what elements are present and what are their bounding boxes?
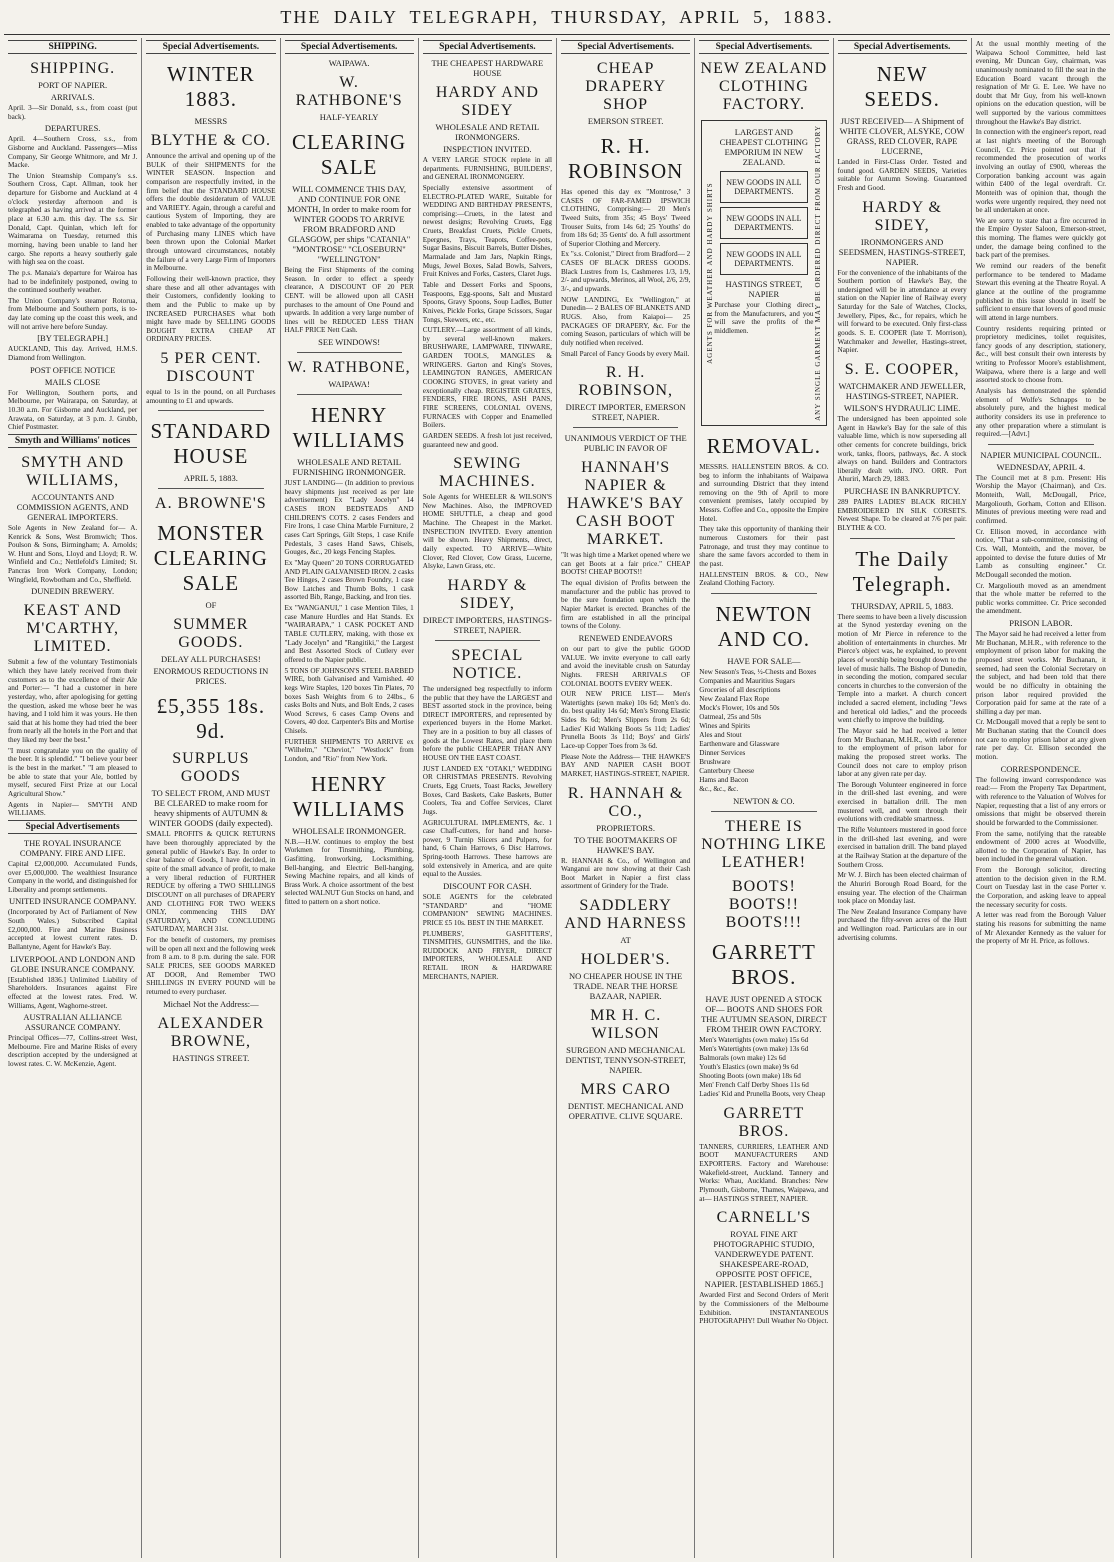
list-item: Mock's Flower, 10s and 50s xyxy=(699,703,780,712)
list-item: Groceries of all descriptions xyxy=(699,685,781,694)
ad-heading: SADDLERY AND HARNESS xyxy=(564,897,687,933)
body-text: Awarded First and Second Orders of Merit by the Commissioners of the Melbourne Exhibition. INSTANTANEOUS PHOTOGRAPHY! Dull Weather No Object. xyxy=(699,1291,829,1326)
subheading: ENORMOUS REDUCTIONS IN PRICES. xyxy=(153,666,269,687)
list-item: New Zealand Flax Rope xyxy=(699,694,770,703)
section-header: Smyth and Williams' notices xyxy=(8,434,137,448)
subheading: HAVE FOR SALE— xyxy=(727,655,801,666)
ad-heading: BOOTS! BOOTS!! BOOTS!!! xyxy=(725,877,803,931)
subheading: ACCOUNTANTS AND COMMISSION AGENTS, AND GENERAL IMPORTERS. xyxy=(16,491,129,522)
subheading: DUNEDIN BREWERY. xyxy=(31,586,115,597)
section-header: Special Advertisements xyxy=(8,820,137,834)
body-text: We are sorry to state that a fire occurred in the Empire Oyster Saloon, Emerson-street, this morning. The flames were quickly got under, the damage being confined to the back part of the premises. xyxy=(975,216,1106,260)
subheading: DIRECT IMPORTER, EMERSON STREET, NAPIER. xyxy=(565,402,686,423)
display-heading: £5,355 18s. 9d. xyxy=(156,694,266,744)
price-list xyxy=(699,1036,828,1099)
display-heading: GARRETT BROS. xyxy=(711,939,816,989)
subheading: DENTIST. MECHANICAL AND OPERATIVE. CLIVE SQUARE. xyxy=(567,1101,684,1122)
body-text: (Incorporated by Act of Parliament of New South Wales.) Subscribed Capital £2,000,000. Fire and Marine Business accepted at lowest current rates. D. Ballantyne, Agent for Hawke's Bay. xyxy=(8,908,138,951)
ad-heading: 5 PER CENT. DISCOUNT xyxy=(160,350,262,386)
display-heading: STANDARD HOUSE xyxy=(150,419,272,469)
subheading: WHOLESALE IRONMONGER. xyxy=(292,825,407,836)
body-text: TANNERS, CURRIERS, LEATHER AND BOOT MANUFACTURERS AND EXPORTERS. Factory and Warehouse: Wakefield-street, Auckland. Tannery and Works: Whau, Auckland. Branches: New Plymouth, Gisborne, Thames, Waipawa, and at— HASTINGS STREET, NAPIER. xyxy=(699,1142,829,1203)
subheading: WATCHMAKER AND JEWELLER, HASTINGS-STREET, NAPIER. xyxy=(838,380,966,401)
display-heading: MONSTER CLEARING SALE xyxy=(153,521,268,596)
body-text: The p.s. Manaia's departure for Wairoa has had to be indefinitely postponed, owing to the continued southerly weather. xyxy=(8,268,138,295)
list-item: Men' French Calf Derby Shoes 11s 6d xyxy=(699,1080,809,1089)
ad-heading: SURPLUS GOODS xyxy=(172,750,250,786)
body-text: Specially extensive assortment of ELECTRO-PLATED WARE, Suitable for WEDDING AND BIRTHDAY PRESENTS, comprising:—Cruets, in the latest and newest designs; Revolving Cruets, Egg Cruets, Breakfast Cruets, Pickle Cruets, Epergnes, Trays, Teapots, Coffee-pots, Sugar Basins, Biscuit Barrels, Butter Dishes, Marmalade and Jam Jars, Napkin Rings, Mugs, Jewel Boxes, Salad Bowls, Salvers, Fruit Knives and Forks, Casters, Claret Jugs. xyxy=(422,183,552,279)
ad-heading: KEAST AND M'CARTHY, LIMITED. xyxy=(23,602,122,656)
column-header: Special Advertisements. xyxy=(699,40,828,54)
body-text: April. 4—Southern Cross, s.s., from Gisborne and Auckland. Passengers—Miss Company, Sir George Whitmore, and Mr J. Macke. xyxy=(8,135,138,170)
list-item: Men's Watertights (own make) 15s 6d xyxy=(699,1035,809,1044)
body-text: Table and Dessert Forks and Spoons, Teaspoons, Egg-spoons, Salt and Mustard Spoons, Gravy Spoons, Soup Ladles, Butter Knives, Pickle Forks, Grape Scissors, Sugar Tongs, Skewers, etc., etc. xyxy=(422,280,552,324)
subheading: POST OFFICE NOTICE xyxy=(29,364,116,375)
subheading: PROPRIETORS. xyxy=(596,822,655,833)
subheading: SURGEON AND MECHANICAL DENTIST, TENNYSON-STREET, NAPIER. xyxy=(565,1045,686,1076)
display-heading: REMOVAL. xyxy=(706,433,822,458)
body-text: NOW LANDING, Ex "Wellington," at Dunedin— 2 BALES OF BLANKETS AND RUGS. Also, from Kaiapoi— 25 PACKAGES OF DRAPERY, &c. For the coming Season, particulars of which will be duly notified when received. xyxy=(561,295,691,347)
side-caption-left: AGENTS FOR WEATHER AND HARDY SHIRTS xyxy=(706,182,715,364)
display-heading: HENRY WILLIAMS xyxy=(292,403,406,453)
subheading: HALF-YEARLY xyxy=(319,112,379,122)
subheading: NEWTON & CO. xyxy=(733,795,795,806)
divider xyxy=(158,410,263,411)
subheading: DIRECT IMPORTERS, HASTINGS-STREET, NAPIER. xyxy=(422,614,552,635)
list-item: Companies and Mauritius Sugars xyxy=(699,676,795,685)
subheading: EMERSON STREET. xyxy=(587,116,664,126)
body-text: JUST LANDING— (In addition to previous heavy shipments just received as per late advertisement) Ex "Lady Jocelyn" 14 CASES IRON BEDSTEADS AND CHILDREN'S COTS. 2 cases Fenders and Fire Irons, 1 case China Marble Furniture, 2 cases Cart Springs, Gilt Steps, 1 case Knife Pedestals, 3 cases Hand Saws, Chisels, Gouges, &c., 20 kegs Fencing Staples. xyxy=(284,479,414,557)
subheading: Michael Not the Address:— xyxy=(163,998,259,1009)
body-text: Sole Agents for WHEELER & WILSON'S New Machines. Also, the IMPROVED HOME SHUTTLE, a cheap and good Machine. The Cheapest in the Market. INSPECTION INVITED. Every attention will be shown. Heavy Shipments, direct, daily expected. TO ARRIVE—White Clover, Red Clover, Cow Grass, Lucerne, Alsyke, Lawn Grass, etc. xyxy=(422,493,552,571)
column-2 xyxy=(142,38,280,1558)
body-text: At the usual monthly meeting of the Waipawa School Committee, held last evening, Mr Duncan Guy, chairman, was unanimously nominated to fill the seat in the Education Board vacant through the resignation of Mr G. E. Lee. We have no doubt that Mr Guy, from his well-known opinions on the education question, will be well supported by the various committees throughout the Hawke's Bay district. xyxy=(975,40,1106,126)
box-item: NEW GOODS IN ALL DEPARTMENTS. xyxy=(720,171,807,203)
body-text: AUCKLAND, This day. Arrived, H.M.S. Diamond from Wellington. xyxy=(8,345,138,363)
body-text: Analysis has demonstrated the splendid element of Wolfe's Schnapps to be absolutely pure, and the highest medical authority considers its use in preference to any other preparation where a stimulant is required.—[Advt.] xyxy=(975,386,1106,439)
side-caption-right: ANY SINGLE GARMENT MAY BE ORDERED DIRECT FROM OUR FACTORY xyxy=(813,125,822,421)
subheading: MAILS CLOSE xyxy=(44,376,101,387)
body-text: Mr W. J. Birch has been elected chairman of the Ahuriri Borough Road Board, for the ensuing year. The election of the Chairman took place on Monday last. xyxy=(837,871,967,906)
list-item: Dinner Services xyxy=(699,748,746,757)
list-item: Youth's Elastics (own make) 9s 6d xyxy=(699,1062,799,1071)
body-text: 289 PAIRS LADIES' BLACK RICHLY EMBROIDERED IN SILK CORSETS. Newest Shape. To be cleared at 7/6 per pair. BLYTHE & CO. xyxy=(837,498,967,533)
subheading: OF xyxy=(205,600,217,611)
body-text: Sole Agents in New Zealand for— A. Kenrick & Sons, West Bromwich; Thos. Poulson & Sons, Birmingham; A. Arnolds; W. Hunt and Sons, Lloyd and Lloyd; R. W. Winfield and Co.; Nettlefold's Limited; St. Pancras Iron Work Company, London; Wingfield, Rowbotham and Co., Sheffield. xyxy=(8,523,138,584)
column-header: Special Advertisements. xyxy=(561,40,690,54)
boxed-advertisement xyxy=(701,120,826,426)
ad-heading: HARDY & SIDEY, xyxy=(862,198,942,234)
column-header: Special Advertisements. xyxy=(838,40,967,54)
display-heading: CLEARING SALE xyxy=(292,130,407,179)
subheading: AUSTRALIAN ALLIANCE ASSURANCE COMPANY. xyxy=(23,1012,122,1033)
body-text: FURTHER SHIPMENTS TO ARRIVE ex "Wilhelm," "Cheviot," "Westlock" from London, and "Rio" from New York. xyxy=(284,737,414,763)
box-footer: HASTINGS STREET, NAPIER xyxy=(725,279,803,299)
ad-heading: ALEXANDER BROWNE, xyxy=(157,1014,265,1050)
display-heading: NEWTON AND CO. xyxy=(715,601,813,651)
body-text: There seems to have been a lively discussion at the Synod yesterday evening on the motion of Mr Pierce in reference to the abolition of entertainments in churches. Mr Pierce's object was, he explained, to prevent places of worship being brought down to the level of music halls. The Bishop of Dunedin, in seconding the motion, compared secular concerts in churches to the conversion of the Temple into a market. A church concert included a sacred element, including "Jews and heretical old ladies," and the proceeds went chiefly to improve the building. xyxy=(837,612,967,725)
body-text: CUTLERY.—Large assortment of all kinds, by several well-known makers. BRUSHWARE, LAMPWARE, TINWARE, GARDEN TOOLS, MANGLES & WRINGERS. Garton and King's Stoves, LEAMINGTON RANGES, AMERICAN COOKING STOVES, in great variety and exceptionally cheap. REGISTER GRATES, FENDERS, FIRE IRONS, ASH PANS, FIRE SCREENS, COLONIAL OVENS, FURNACES with Copper and Enamelled Boilers. xyxy=(422,326,552,430)
ad-heading: R. HANNAH & CO., xyxy=(567,784,684,820)
subheading: NAPIER MUNICIPAL COUNCIL. xyxy=(980,449,1102,460)
list-item: Brushware xyxy=(699,757,731,766)
subheading: WAIPAWA! xyxy=(328,379,370,390)
subheading: PORT OF NAPIER. xyxy=(38,80,108,90)
columns xyxy=(4,38,1110,1558)
list-item: &c., &c., &c. xyxy=(699,784,739,793)
subheading: WHOLESALE AND RETAIL IRONMONGERS. xyxy=(435,122,540,142)
body-text: Being the First Shipments of the coming Season. In order to effect a speedy clearance, A DISCOUNT OF 20 PER CENT. will be allowed upon all CASH purchases to the amount of One Pound and upwards. In addition a very large number of lines will be REDUCED LESS THAN HALF PRICE Nett Cash. xyxy=(284,266,414,335)
body-text: In connection with the engineer's report, read at last night's meeting of the Borough Council, Cr. Price pointed out that if recommended the prosecution of works involving an outlay of £900, whereas the Corporation banking account was again within £400 of the legal overdraft. Cr. Monteith was of opinion that, though the works were urgently required, they need not be all undertaken at once. xyxy=(975,128,1106,215)
ad-heading: SPECIAL NOTICE. xyxy=(451,646,524,682)
ad-heading: BLYTHE & CO. xyxy=(150,132,271,149)
body-text: The New Zealand Insurance Company have purchased the fifty-seven acres of the Hutt and Wellington road. Particulars are in our advertising columns. xyxy=(837,907,967,942)
display-heading: WINTER 1883. xyxy=(167,62,255,111)
ad-heading: CARNELL'S xyxy=(716,1209,812,1227)
body-text: Ex "May Queen" 20 TONS CORRUGATED AND PLAIN GALVANISED IRON. 2 casks Tee Hinges, 2 cases Brown Foundry, 1 case Bow Latches and Thumb Bolts, 1 cask assorted Bib, Range, Backing, and Iron ties. xyxy=(284,558,414,602)
list-item: Canterbury Cheese xyxy=(699,766,755,775)
body-text: Landed in First-Class Order. Tested and found good. GARDEN SEEDS, Varieties suitable for Autumn Sowing. Guaranteed Fresh and Good. xyxy=(837,158,967,192)
subheading: UNANIMOUS VERDICT OF THE PUBLIC IN FAVOR OF xyxy=(564,433,687,454)
subheading: AT xyxy=(620,935,631,946)
body-text: [Established 1836.] Unlimited Liability of Shareholders. Insurances against Fire effected at the lowest rates. Fred. W. Williams, Agent, Waghorne-street. xyxy=(8,975,138,1010)
body-text: Cr. McDougall moved that a reply be sent to Mr Buchanan stating that the Council does not care to employ prison labor at any given rate per day. Cr. Ellison seconded the motion. xyxy=(975,718,1106,762)
list-item: Ales and Stout xyxy=(699,730,742,739)
body-text: The following inward correspondence was read:— From the Property Tax Department, with reference to the Valuation of Wolves for Napier, requesting that a list of any errors or omissions that might be observed therein should be forwarded to the Commissioner. xyxy=(975,775,1106,827)
body-text: They take this opportunity of thanking their numerous Customers for their past Patronage, and trust they may continue to share the same favors accorded to them in the past. xyxy=(699,525,829,568)
body-text: Please Note the Address— THE HAWKE'S BAY AND NAPIER CASH BOOT MARKET, HASTINGS-STREET, NAPIER. xyxy=(561,752,691,778)
subheading: NO CHEAPER HOUSE IN THE TRADE. NEAR THE HORSE BAZAAR, NAPIER. xyxy=(569,971,683,1002)
subheading: LIVERPOOL AND LONDON AND GLOBE INSURANCE COMPANY. xyxy=(10,953,136,974)
list-item: Men's Watertights (own make) 13s 6d xyxy=(699,1044,809,1053)
column-header: Special Advertisements. xyxy=(423,40,552,54)
divider xyxy=(711,811,816,812)
subheading: WEDNESDAY, APRIL 4. xyxy=(996,461,1086,472)
body-text: 5 TONS OF JOHNSON'S STEEL BARBED WIRE, both Galvanised and Varnished. 40 kegs Wire Staples, 120 boxes Tin Plates, 70 boxes Sash Weights from 6 to 24lbs., 6 casks Bolts and Nuts, and Bolt Ends, 2 cases Wood Screws, 6 cases Camp Ovens and Covers, 40 doz. Carpenter's Bits and Mortise Chisels. xyxy=(284,666,414,736)
list-item: Earthenware and Glassware xyxy=(699,739,780,748)
subheading: DISCOUNT FOR CASH. xyxy=(443,881,532,891)
body-text: The undersigned beg respectfully to inform the public that they have the LARGEST and BEST assorted stock in the province, being DIRECT IMPORTERS, and represented by experienced buyers in the Home Market. They are in a position to buy all classes of goods at the Lowest Rates, and place them before the public CHEAPER THAN ANY HOUSE ON THE EAST COAST. xyxy=(422,684,552,763)
ad-heading: SUMMER GOODS. xyxy=(173,616,249,652)
body-text: on our part to give the public GOOD VALUE. We invite everyone to call early and avoid the inevitable crush on Saturday Nights. FRESH ARRIVALS OF COLONIAL BOOTS EVERY WEEK. xyxy=(561,644,691,688)
subheading: UNITED INSURANCE COMPANY. xyxy=(8,896,137,907)
body-text: April. 3—Sir Donald, s.s., from coast (put back). xyxy=(8,104,138,121)
divider xyxy=(297,352,402,353)
body-text: Cr. Margoliouth moved as an amendment that the whole matter be referred to the public works committee. Cr. Price seconded the amendment. xyxy=(975,581,1106,616)
list-item: Balmorals (own make) 12s 6d xyxy=(699,1053,786,1062)
column-7 xyxy=(834,38,972,1558)
body-text: GARDEN SEEDS. A fresh lot just received, guaranteed new and good. xyxy=(422,431,552,449)
column-header: Special Advertisements. xyxy=(285,40,414,54)
body-text: Principal Offices—77, Collins-street West, Melbourne. Fire and Marine Risks of every description accepted by the undersigned at lowest rates. C. W. McKenzie, Agent. xyxy=(8,1034,138,1069)
ad-heading: W. RATHBONE'S xyxy=(295,74,403,109)
subheading: JUST RECEIVED— A Shipment of WHITE CLOVER, ALSYKE, COW GRASS, RED CLOVER, RAPE LUCERNE, xyxy=(839,116,965,156)
subheading: SEE WINDOWS! xyxy=(318,337,381,348)
subheading: APRIL 5, 1883. xyxy=(183,473,238,484)
list-item: Wines and Spirits xyxy=(699,721,751,730)
column-header: SHIPPING. xyxy=(8,40,137,54)
body-text: The undersigned has been appointed sole Agent in Hawke's Bay for the sale of this valuable lime, which is now superseding all other cements for concrete buildings, brick work, tanks, floors, pathways, &c. A stock always on hand. Builders and Contractors liberally dealt with. JNO. ORR. Port Ahuriri, March 29, 1883. xyxy=(837,414,967,484)
body-text: "It was high time a Market opened where we can get Boots at a fair price." CHEAP BOOTS! CHEAP BOOTS!! xyxy=(561,551,691,577)
subheading: WAIPAWA. xyxy=(328,58,370,68)
subheading: [BY TELEGRAPH.] xyxy=(37,333,109,344)
body-text: From the same, notifying that the rateable endowment of 2000 acres at Woodville, allotted to the Corporation of Napier, has been included in the general valuation. xyxy=(975,829,1106,864)
column-8 xyxy=(972,38,1110,1558)
display-heading: HENRY WILLIAMS xyxy=(292,771,406,821)
column-header: Special Advertisements. xyxy=(146,40,275,54)
subheading: TO THE BOOTMAKERS OF HAWKE'S BAY. xyxy=(573,834,678,855)
subheading: PRISON LABOR. xyxy=(1009,618,1073,629)
body-text: equal to 1s in the pound, on all Purchases amounting to £1 and upwards. xyxy=(146,388,276,405)
subheading: IRONMONGERS AND SEEDSMEN, HASTINGS-STREET, NAPIER. xyxy=(838,236,966,267)
body-text: Announce the arrival and opening up of the BULK of their SHIPMENTS for the WINTER SEASON. Inspection and comparison are respectfully invited, in the firm belief that the STANDARD HOUSE offers the double desideratum of VALUE and VARIETY. Again, through a careful and cautious System of Importing, they are enabled to take advantage of the opportunity of Purchasing many LINES which have been thrown upon the Colonial Market through untoward circumstances, notably the failure of a very Large Firm of Importers in Melbourne. xyxy=(146,152,276,273)
body-text: JUST LANDED EX "OTAKI," WEDDING OR CHRISTMAS PRESENTS. Revolving Cruets, Egg Cruets, Toast Racks, Jewellery Boxes, Card Baskets, Cake Baskets, Butter Coolers, Tea and Coffee Services, Claret Jugs. xyxy=(422,764,552,816)
body-text: PLUMBERS', GASFITTERS', TINSMITHS, GUNSMITHS, and the like. RUDDOCK AND FRYER, DIRECT IMPORTERS, WHOLESALE AND RETAIL IRON & HARDWARE MERCHANTS, NAPIER. xyxy=(422,929,552,981)
body-text: For the convenience of the inhabitants of the Southern portion of Hawke's Bay, the undersigned will be in attendance at every station on the Napier line of Railway every Saturday for the Sale of Watches, Clocks, Jewellery, Pipes, &c., for repairs, which he will forward to be executed. Only first-class goods. S. E. COOPER (late T. Morrison), Watchmaker and Jeweller, Hastings-street, Napier. xyxy=(837,268,967,355)
box-title: LARGEST AND CHEAPEST CLOTHING EMPORIUM IN NEW ZEALAND. xyxy=(719,127,809,167)
body-text: The Council met at 8 p.m. Present: His Worship the Mayor (Chairman), and Crs. Monteith, Wall, McDougall, Price, Margoliouth, Gorham, Cotton and Ellison. Minutes of previous meeting were read and confirmed. xyxy=(975,473,1106,526)
subheading: WILSON'S HYDRAULIC LIME. xyxy=(843,402,961,413)
ad-heading: MRS CARO xyxy=(580,1081,671,1099)
ad-heading: THERE IS NOTHING LIKE LEATHER! xyxy=(701,817,827,871)
body-text: Small Parcel of Fancy Goods by every Mail. xyxy=(561,349,690,358)
body-text: The equal division of Profits between the manufacturer and the public has proved to be the sure foundation upon which the Napier Market is erected. Branches of the firm are established in all the principal towns of the Colony. xyxy=(561,579,691,631)
column-1 xyxy=(4,38,142,1558)
display-heading: R. H. ROBINSON xyxy=(567,134,684,183)
ad-heading: MR H. C. WILSON xyxy=(590,1007,662,1043)
subheading: THE ROYAL INSURANCE COMPANY. FIRE AND LIFE. xyxy=(19,837,126,858)
divider xyxy=(711,593,816,594)
subheading: DEPARTURES. xyxy=(44,123,101,134)
subheading: PURCHASE IN BANKRUPTCY. xyxy=(843,486,961,497)
box-item: NEW GOODS IN ALL DEPARTMENTS. xyxy=(720,243,807,275)
body-text: OUR NEW PRICE LIST— Men's Watertights (sewn make) 10s 6d; Men's do. do. best quality 14s 6d; Men's Strong Elastic Sides 8s 6d; Men's Slippers from 2s 6d; Ladies' Kid Walking Boots 5s 11d; Ladies' Prunella Boots 3s 11d; Boys' and Girls' Lace-up Copper Toes from 3s 6d. xyxy=(561,690,691,750)
ad-heading: SHIPPING. xyxy=(30,60,116,77)
body-text: For Wellington, Southern ports, and Melbourne, per Wairarapa, on Saturday, at 10.30 a.m. For Gisborne and Auckland, per Arawata, on Saturday, at 3 p.m. J. Grubb, Chief Postmaster. xyxy=(8,388,138,432)
subheading: TO SELECT FROM, AND MUST BE CLEARED to make room for heavy shipments of AUTUMN & WINTER GOODS (daily expected). xyxy=(149,788,273,829)
subheading: ARRIVALS. xyxy=(50,92,95,102)
body-text: A VERY LARGE STOCK replete in all departments. FURNISHING, BUILDERS', and GENERAL IRONMONGERY. xyxy=(422,156,552,182)
ad-heading: R. H. ROBINSON, xyxy=(578,364,674,400)
display-heading: The Daily Telegraph. xyxy=(852,546,952,596)
divider xyxy=(573,427,678,428)
list-item: New Season's Teas, ½-Chests and Boxes xyxy=(699,667,817,676)
body-text: R. HANNAH & Co., of Wellington and Wanganui are now showing at their Cash Boot Market in Napier a first class assortment of Grindery for the Trade. xyxy=(561,856,691,891)
ad-heading: HOLDER'S. xyxy=(580,951,671,969)
body-text: Cr. Ellison moved, in accordance with notice, "That a sub-committee, consisting of Crs. Wall, Monteith, and the mover, be appointed to devise the future duties of Mr Lamb as consulting engineer." Cr. McDougall seconded the motion. xyxy=(975,527,1106,579)
list-item: Hams and Bacon xyxy=(699,775,749,784)
subheading: WHOLESALE AND RETAIL FURNISHING IRONMONGER. xyxy=(292,457,406,478)
divider xyxy=(158,488,263,489)
body-text: SMALL PROFITS & QUICK RETURNS have been thoroughly appreciated by the general public of Hawke's Bay. In order to clear balance of Goods, I have decided, in spite of the small advance of profit, to make a very liberal reduction of FURTHER REDUCE by offering a TWO SHILLINGS DISCOUNT on all purchases of DRAPERY AND CLOTHING FOR TWO WEEKS ONLY, commencing THIS DAY (SATURDAY), AND CONCLUDING SATURDAY, MARCH 31st. xyxy=(146,830,276,934)
divider xyxy=(297,394,402,395)
body-text: Agents in Napier— SMYTH AND WILLIAMS. xyxy=(8,800,138,818)
body-text: Following their well-known practice, they share these and all other advantages with their Customers, confidently looking to them and the Public to make up by INCREASED PURCHASES what both might have made by SELLING GOODS BOUGHT EXTRA CHEAP AT ORDINARY PRICES. xyxy=(146,274,276,344)
body-text: Submit a few of the voluntary Testimonials which they have lately received from their customers as to the excellence of their Ale and Porter:— "I had a customer in here yesterday, who, after apologising for getting the question, asked me whose beer he was having, and I told him it was yours. He then said that at his home they had tried the beer from nearly all the hotels in the Port and that they liked my beer the best." xyxy=(8,658,138,745)
price-list xyxy=(699,668,828,794)
subheading: THURSDAY, APRIL 5, 1883. xyxy=(851,600,954,611)
display-heading: NEW SEEDS. xyxy=(864,62,940,111)
ad-heading: W. RATHBONE, xyxy=(287,359,411,377)
subheading: HAVE JUST OPENED A STOCK OF— BOOTS AND SHOES FOR THE AUTUMN SEASON, DIRECT FROM THEIR OWN FACTORY. xyxy=(701,993,827,1034)
ad-heading: GARRETT BROS. xyxy=(723,1104,805,1140)
list-item: Oatmeal, 25s and 50s xyxy=(699,712,762,721)
body-text: MESSRS. HALLENSTEIN BROS. & CO. beg to inform the inhabitants of Waipawa and surrounding District that they intend removing on the 9th of April to more convenient premises, lately occupied by Messrs. Coffee and Co., opposite the Empire Hotel. xyxy=(699,462,829,523)
masthead: THE DAILY TELEGRAPH, THURSDAY, APRIL 5, 1883. xyxy=(4,0,1110,35)
list-item: Ladies' Kid and Prunella Boots, very Cheap xyxy=(699,1089,826,1098)
body-text: HALLENSTEIN BROS. & CO., New Zealand Clothing Factory. xyxy=(699,570,829,588)
column-3 xyxy=(281,38,419,1558)
body-text: Ex "WANGANUI," 1 case Mention Tiles, 1 case Manure Hurdles and Hat Stands. Ex "WAIRARAPA," 1 CASK POCKET AND TABLE CUTLERY, making, with those ex "Lady Jocelyn" and "Rangitiki," the Largest and Best Assorted Stock of Cutlery ever offered to the Napier public. xyxy=(284,604,414,664)
subheading: RENEWED ENDEAVORS xyxy=(578,632,673,643)
ad-heading: HARDY & SIDEY, xyxy=(447,576,528,612)
divider xyxy=(435,640,540,641)
body-text: Country residents requiring printed or proprietory medicines, toilet requisites, fancy goods of any description, stationery, &c., will best consult their own interests by writing to Professor Moore's establishment, Waipawa, where there is a large and well assorted stock to choose from. xyxy=(975,324,1106,385)
column-4 xyxy=(419,38,557,1558)
divider xyxy=(988,444,1094,445)
divider xyxy=(850,538,955,539)
body-text: From the Borough solicitor, directing attention to the decision given in the R.M. Court on Tuesday last in the case Porter v. the Corporation, and asking leave to appeal the necessary security for costs. xyxy=(975,866,1106,909)
ad-heading: HARDY AND SIDEY xyxy=(435,84,539,119)
ad-heading: NEW ZEALAND CLOTHING FACTORY. xyxy=(700,60,828,113)
body-text: The Rifle Volunteers mustered in good force in the drill-shed last evening, and were exercised in battalion drill. The band played at the Railway Station at the departure of the Southern Cross. xyxy=(837,826,967,869)
body-text: SOLE AGENTS for the celebrated "STANDARD" and "HOME COMPANION" SEWING MACHINES. PRICE £5 10s. BEST IN THE MARKET. xyxy=(422,893,552,927)
body-text: Capital £2,000,000. Accumulated Funds, over £5,000,000. The wealthiest Insurance Company in the world, and distinguished for Liberality and prompt settlements. xyxy=(8,859,138,894)
body-text: A letter was read from the Borough Valuer stating his reasons for submitting the name of Mr Alexander Kennedy as the valuer for the property of Mr H. Price, as follows. xyxy=(975,911,1106,946)
body-text: Has opened this day ex "Montrose," 3 CASES OF FAR-FAMED IPSWICH CLOTHING, Comprising:— 20 Men's Tweed Suits, from 35s; 45 Boys' Tweed Trouser Suits, from 14s 6d; 25 Youths' do from 18s 6d; 35 Gents' do. A full assortment of Superior Clothing and Mercery. xyxy=(561,188,691,248)
subheading: THE CHEAPEST HARDWARE HOUSE xyxy=(431,58,544,78)
ad-heading: HANNAH'S NAPIER & HAWKE'S BAY CASH BOOT MARKET. xyxy=(566,459,685,549)
subheading: INSPECTION INVITED. xyxy=(443,144,532,154)
list-item: Shooting Boots (own make) 18s 6d xyxy=(699,1071,801,1080)
body-text: Ex "s.s. Colonist," Direct from Bradford— 2 CASES OF BLACK DRESS GOODS. Black Lustres from 1s, Cashmeres 1/3, 1/9, 2/- and upwards, Merinos, all Wool, 2/6, 2/9, 3/-, and upwards. xyxy=(561,250,691,294)
body-text: The Union Steamship Company's s.s. Southern Cross, Capt. Allman, took her departure for Gisborne and Auckland at 4 o'clock yesterday afternoon and is telegraphed as having arrived at the former place at 6.30 a.m. this day. The s.s. Sir Donald, Capt. Quinlan, which left for Waimarama on Tuesday, returned this morning, having been unable to land her cargo. She reports a heavy southerly gale with high sea on the coast. xyxy=(8,171,138,267)
body-text: The Borough Volunteer engineered in force in the drill-shed last evening, and were exercised in battalion drill. The men mustered well, and went through their evolutions with creditable smartness. xyxy=(837,780,967,824)
subheading: MESSRS xyxy=(194,116,228,126)
box-item: NEW GOODS IN ALL DEPARTMENTS. xyxy=(720,207,807,239)
ad-heading: SMYTH AND WILLIAMS, xyxy=(21,453,125,489)
body-text: For the benefit of customers, my premises will be open all next and the following week from 8 a.m. to 8 p.m. during the sale. FOR SALE PRICES, SEE GOODS MARKED AT DOOR, And Remember TWO SHILLINGS IN EVERY POUND will be returned to every purchaser. xyxy=(146,936,276,996)
box-note: Purchase your Clothing direct from the Manufacturers, and you will save the profits of the middlemen. xyxy=(714,301,814,335)
subheading: CORRESPONDENCE. xyxy=(1000,763,1082,774)
body-text: AGRICULTURAL IMPLEMENTS, &c. 1 case Chaff-cutters, for hand and horse-power, 9 Turnip Slicers and Pulpers, for hand, 6 Chain Harrows, 6 Disc Harrows. Spring-tooth Harrows. These harrows are sold extensively in America, and are quite equal to the Aussies. xyxy=(422,818,552,879)
ad-heading: CHEAP DRAPERY SHOP xyxy=(585,60,667,113)
ad-heading: SEWING MACHINES. xyxy=(439,455,536,491)
subheading: HASTINGS STREET. xyxy=(172,1052,250,1063)
body-text: The Union Company's steamer Rotorua, from Melbourne and Southern ports, is to-day late coming up the coast this week, and will not arrive here before Sunday. xyxy=(8,296,138,331)
body-text: "I must congratulate you on the quality of the beer. It is splendid." "I believe your beer is the best in the market." "I am pleased to be able to state that your Ale, bottled by myself, secured First Prize at our Local Agricultural Show." xyxy=(8,746,138,798)
body-text: We remind our readers of the benefit performance to be tendered to Madame Stewart this evening at the Theatre Royal. A glance at the outline of the programme published in this issue should in itself be sufficient to ensure that lovers of good music will attend in large numbers. xyxy=(975,262,1106,322)
column-6 xyxy=(695,38,833,1558)
column-5 xyxy=(557,38,695,1558)
body-text: The Mayor said he had received a letter from Mr Buchanan, M.H.R., with reference to the employment of prison labor for making the proposed street works. Mr Buchanan, it seemed, had seen the Colonial Secretary on the subject, and had been told that there would be no difficulty in obtaining the prison labor required provided the Corporation paid for same at the rate of a shilling a day per man. xyxy=(975,630,1106,716)
subheading: ROYAL FINE ART PHOTOGRAPHIC STUDIO, VANDERWEYDE PATENT. SHAKESPEARE-ROAD, OPPOSITE POST OFFICE, NAPIER. [ESTABLISHED 1865.] xyxy=(704,1229,824,1290)
subheading: DELAY ALL PURCHASES! xyxy=(161,654,261,665)
ad-heading: A. BROWNE'S xyxy=(155,495,267,513)
subheading: WILL COMMENCE THIS DAY, AND CONTINUE FOR ONE MONTH, In order to make room for WINTER GOODS TO ARRIVE FROM BRADFORD AND GLASGOW, per ships "CATANIA" "MONTROSE" "CLOSEBURN" "WELLINGTON" xyxy=(287,184,412,264)
body-text: N.B.—H.W. continues to employ the best Workmen for Tinsmithing, Plumbing, Gasfitting, Ironworking, Locksmithing, Bell-hanging, and Electric Bell-hanging, Sewing Machine repairs, and all kinds of Brass Work. A choice assortment of the best selected WALNUT Gun Stocks on hand, and fitted to pattern on a short notice. xyxy=(284,837,414,907)
body-text: The Mayor said he had received a letter from Mr Buchanan, M.H.R., with reference to the employment of prison labor for making the proposed street works. The Council does not care to employ prison labor at any given rate per day. xyxy=(837,726,967,779)
ad-heading: S. E. COOPER, xyxy=(844,360,960,378)
